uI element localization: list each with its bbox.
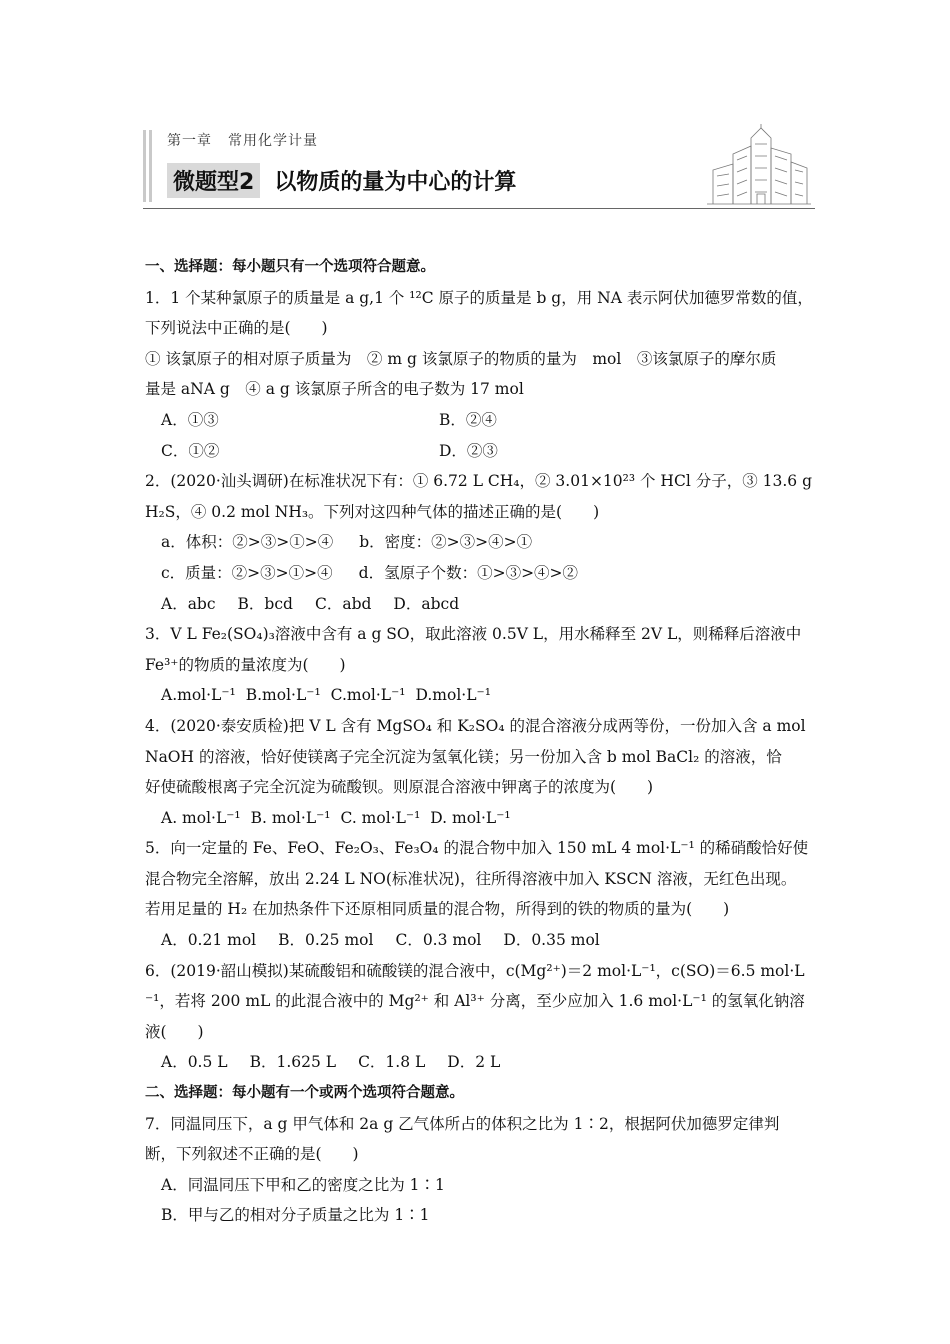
section-heading-1: 一、选择题：每小题只有一个选项符合题意。 [145,259,435,275]
title-row [167,164,516,196]
q4-line-2: NaOH 的溶液，恰好使镁离子完全沉淀为氢氧化镁；另一份加入含 b mol BaCl₂ 的溶液，恰 [145,747,782,766]
q7-line-2: 断，下列叙述不正确的是( ) [145,1145,359,1164]
q6-line-2: ⁻¹，若将 200 mL 的此混合液中的 Mg²⁺ 和 Al³⁺ 分离，至少应加入 1.6 mol·L⁻¹ 的氢氧化钠溶 [145,992,805,1011]
q7-line-1: 7．同温同压下，a g 甲气体和 2a g 乙气体所占的体积之比为 1∶2，根据阿伏加德罗定律判 [145,1114,780,1133]
chapter-title: 常用化学计量 [228,133,318,149]
q6-line-3: 液( ) [145,1022,204,1041]
q1-options-row-2 [145,436,825,467]
q1-options-row-1 [145,405,825,436]
building-illustration [703,124,815,206]
q2-option-d: D．abcd [393,594,460,613]
q5-options [145,925,825,956]
page-title: 以物质的量为中心的计算 [274,169,517,195]
q4-option-d: D. mol·L⁻¹ [430,808,511,827]
q2-statement-b: b．密度：②>③>④>① [359,533,533,552]
q2-statement-c: c．质量：②>③>①>④ [161,563,333,582]
q3-option-c: C.mol·L⁻¹ [330,686,406,705]
q6-option-a: A．0.5 L [161,1053,228,1072]
q5-line-3: 若用足量的 H₂ 在加热条件下还原相同质量的混合物，所得到的铁的物质的量为( ) [145,900,730,919]
q4-option-a: A. mol·L⁻¹ [161,808,241,827]
q2-line-2: H₂S，④ 0.2 mol NH₃。下列对这四种气体的描述正确的是( ) [145,502,600,521]
q3-options [145,680,825,711]
q4-options [145,803,825,834]
header-rule [143,208,815,209]
q7-option-b: B．甲与乙的相对分子质量之比为 1∶1 [161,1206,430,1225]
q2-option-a: A．abc [161,594,216,613]
q4-option-b: B. mol·L⁻¹ [250,808,331,827]
q4-option-c: C. mol·L⁻¹ [340,808,421,827]
q3-option-d: D.mol·L⁻¹ [415,686,491,705]
topic-tag: 微题型2 [167,163,260,198]
section-heading-2: 二、选择题：每小题有一个或两个选项符合题意。 [145,1085,464,1102]
q2-statement-d: d．氢原子个数：①>③>④>② [358,563,579,582]
q5-option-c: C．0.3 mol [395,931,482,950]
q1-option-b: B．②④ [439,410,497,429]
q5-option-a: A．0.21 mol [161,931,257,950]
q4-line-3: 好使硫酸根离子完全沉淀为硫酸钡。则原混合溶液中钾离子的浓度为( ) [145,778,654,797]
q3-line-1: 3．V L Fe₂(SO₄)₃溶液中含有 a g SO，取此溶液 0.5V L，用水稀释至 2V L，则稀释后溶液中 [145,625,802,644]
chapter-label [167,130,318,150]
q6-option-c: C．1.8 L [358,1053,426,1072]
q2-option-b: B．bcd [237,594,293,613]
q2-options [145,589,825,620]
page-header [143,124,815,210]
q4-line-1: 4．(2020·泰安质检)把 V L 含有 MgSO₄ 和 K₂SO₄ 的混合溶液分成两等份，一份加入含 a mol [145,716,806,735]
question-content [145,252,825,1231]
q2-statements-row-1 [145,527,825,558]
q1-option-c: C．①② [161,441,220,460]
q1-line-4: 量是 aNA g ④ a g 该氯原子所含的电子数为 17 mol [145,380,524,399]
q5-option-d: D．0.35 mol [503,931,600,950]
chapter-number: 第一章 [167,133,212,149]
q3-line-2: Fe³⁺的物质的量浓度为( ) [145,655,346,674]
q6-line-1: 6．(2019·韶山模拟)某硫酸铝和硫酸镁的混合液中，c(Mg²⁺)＝2 mol·L⁻¹，c(SO)＝6.5 mol·L [145,961,805,980]
q2-option-c: C．abd [314,594,372,613]
q6-option-d: D．2 L [447,1053,501,1072]
q2-statements-row-2 [145,558,825,589]
q1-option-d: D．②③ [439,441,498,460]
q5-line-2: 混合物完全溶解，放出 2.24 L NO(标准状况)，往所得溶液中加入 KSCN 溶液，无红色出现。 [145,869,797,888]
header-bars [143,130,157,202]
q1-option-a: A．①③ [161,410,219,429]
q2-statement-a: a．体积：②>③>①>④ [161,533,334,552]
q2-line-1: 2．(2020·汕头调研)在标准状况下有：① 6.72 L CH₄，② 3.01×10²³ 个 HCl 分子，③ 13.6 g [145,472,812,491]
q3-option-a: A.mol·L⁻¹ [161,686,236,705]
q7-option-a: A．同温同压下甲和乙的密度之比为 1∶1 [161,1175,445,1194]
q6-option-b: B．1.625 L [249,1053,337,1072]
q1-line-3: ① 该氯原子的相对原子质量为 ② m g 该氯原子的物质的量为 mol ③该氯原子的摩尔质 [145,349,777,368]
q1-line-1: 1．1 个某种氯原子的质量是 a g,1 个 ¹²C 原子的质量是 b g，用 NA 表示阿伏加德罗常数的值， [145,288,813,307]
q1-line-2: 下列说法中正确的是( ) [145,319,328,338]
q5-option-b: B．0.25 mol [278,931,374,950]
q3-option-b: B.mol·L⁻¹ [245,686,321,705]
q6-options [145,1047,825,1078]
q5-line-1: 5．向一定量的 Fe、FeO、Fe₂O₃、Fe₃O₄ 的混合物中加入 150 mL 4 mol·L⁻¹ 的稀硝酸恰好使 [145,839,809,858]
